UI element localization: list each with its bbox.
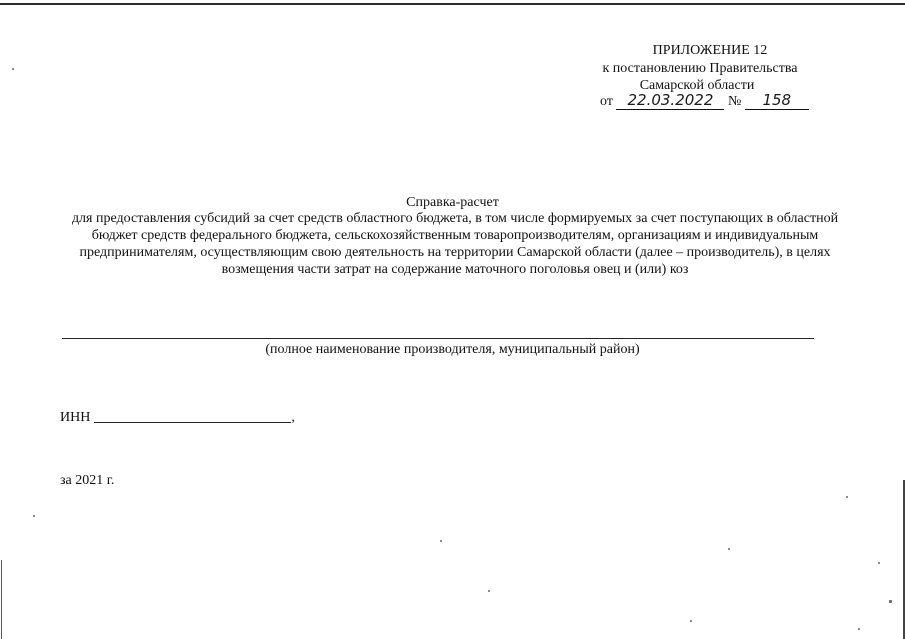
inn-field-line	[94, 408, 291, 423]
scan-speck	[690, 620, 692, 622]
scan-speck	[12, 68, 14, 70]
handwritten-number: 158	[745, 92, 809, 110]
scan-speck	[858, 628, 860, 630]
scan-speck	[488, 590, 490, 592]
handwritten-date: 22.03.2022	[616, 92, 724, 110]
number-prefix: №	[727, 94, 742, 109]
document-description: для предоставления субсидий за счет средств областного бюджета, в том числе формируемых за счет поступающих в областной бюджет средств федерального бюджета, сельскохозяйственным товаропроизводителям, организациям и индивидуальным предпринимателям, осуществляющим свою деятельность на территории Самарской области (далее – производитель), в целях возмещения части затрат на содержание маточного поголовья овец и (или) коз	[71, 211, 839, 277]
scan-speck	[440, 540, 442, 542]
document-title: Справка-расчет	[406, 195, 499, 210]
reporting-period: за 2021 г.	[60, 473, 115, 488]
date-prefix: от	[600, 94, 613, 109]
scan-speck	[728, 548, 730, 550]
inn-row	[60, 408, 295, 426]
annex-number: ПРИЛОЖЕНИЕ 12	[652, 43, 768, 58]
scan-speck	[846, 496, 848, 498]
producer-name-field-line	[62, 338, 814, 339]
annex-region: Самарской области	[639, 78, 755, 93]
inn-suffix: ,	[291, 410, 295, 425]
annex-date-row	[600, 92, 809, 110]
inn-label: ИНН	[60, 410, 91, 425]
producer-name-caption: (полное наименование производителя, муниципальный район)	[265, 342, 640, 357]
scan-speck	[33, 515, 35, 517]
scan-edge-top	[0, 3, 905, 5]
scan-speck	[889, 600, 892, 603]
scan-speck	[878, 562, 880, 564]
scan-edge-left	[1, 560, 2, 639]
annex-reference: к постановлению Правительства	[602, 61, 798, 76]
